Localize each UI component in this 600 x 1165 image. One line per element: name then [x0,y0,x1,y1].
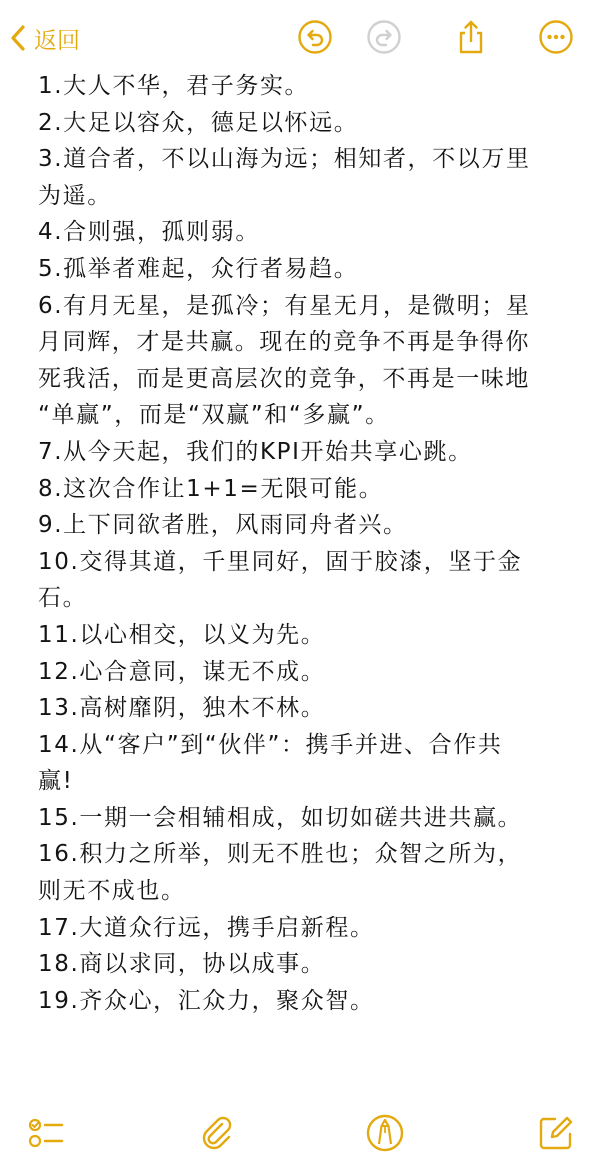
chevron-left-icon [10,24,26,52]
note-line: 6.有月无星，是孤冷；有星无月，是微明；星 [38,292,531,319]
note-line: 11.以心相交，以义为先。 [38,621,326,648]
note-body[interactable] [38,68,578,1019]
compose-icon[interactable] [536,1113,576,1153]
note-line: 死我活，而是更高层次的竞争，不再是一味地 [38,365,530,392]
note-line: 16.积力之所举，则无不胜也；众智之所为， [38,841,523,868]
note-line: 12.心合意同，谋无不成。 [38,658,326,685]
note-line: 石。 [38,585,88,612]
note-line: 则无不成也。 [38,878,186,905]
note-line: 18.商以求同，协以成事。 [38,951,326,978]
back-label: 返回 [34,27,80,54]
note-line: 9.上下同欲者胜，风雨同舟者兴。 [38,512,408,539]
note-line: 13.高树靡阴，独木不林。 [38,695,326,722]
checklist-icon[interactable] [26,1113,66,1153]
more-icon[interactable] [538,19,574,55]
share-icon[interactable] [453,19,489,55]
attachment-icon[interactable] [197,1113,237,1153]
note-line: 7.从今天起，我们的KPI开始共享心跳。 [38,438,473,465]
note-line: 10.交得其道，千里同好，固于胶漆，坚于金 [38,548,523,575]
markup-pen-icon[interactable] [365,1113,405,1153]
bottom-toolbar [0,1103,600,1165]
redo-icon[interactable] [366,19,402,55]
back-button[interactable] [10,18,80,58]
note-line: 月同辉，才是共赢。现在的竞争不再是争得你 [38,329,530,356]
note-line: 2.大足以容众，德足以怀远。 [38,109,359,136]
note-line: 为遥。 [38,182,112,209]
undo-icon[interactable] [297,19,333,55]
note-line: 14.从“客户”到“伙伴”：携手并进、合作共 [38,731,503,758]
note-line: 17.大道众行远，携手启新程。 [38,914,375,941]
note-line: 3.道合者，不以山海为远；相知者，不以万里 [38,146,531,173]
note-line: “单赢”，而是“双赢”和“多赢”。 [38,402,390,429]
note-line: 1.大人不华，君子务实。 [38,73,310,99]
note-line: 8.这次合作让1+1=无限可能。 [38,475,384,502]
note-line: 15.一期一会相辅相成，如切如磋共进共赢。 [38,804,523,831]
note-line: 19.齐众心，汇众力，聚众智。 [38,987,375,1014]
note-line: 4.合则强，孤则弱。 [38,219,260,246]
note-line: 5.孤举者难起，众行者易趋。 [38,255,359,282]
navigation-bar [0,0,600,74]
note-line: 赢! [38,768,74,795]
